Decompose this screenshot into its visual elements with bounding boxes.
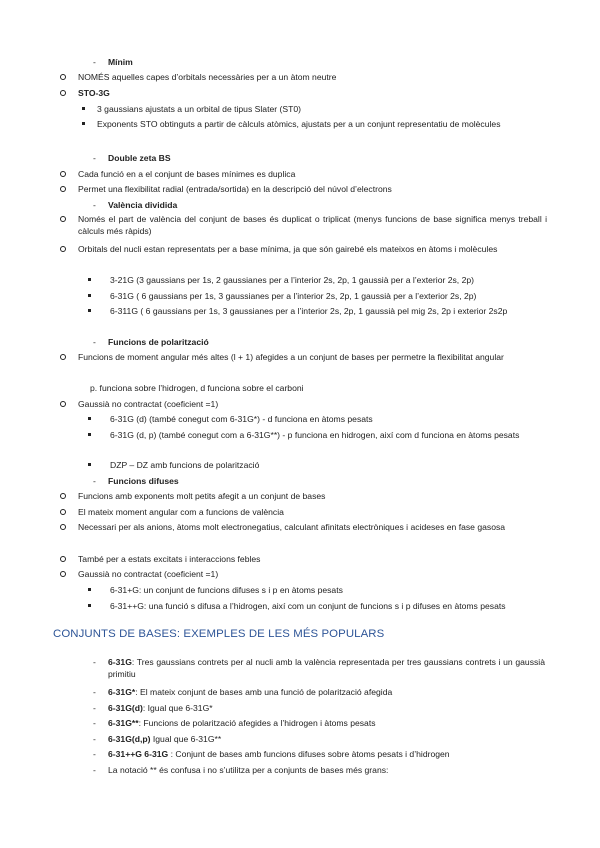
circle-bullet-icon bbox=[60, 401, 66, 407]
text-segment: La notació ** és confusa i no s’utilitza per a conjunts de bases més grans: bbox=[108, 765, 389, 775]
text-segment: 6-31G (d) (també conegut com 6-31G*) - d funciona en àtoms pesats bbox=[110, 414, 373, 424]
circle-bullet-icon bbox=[60, 571, 66, 577]
text-segment: Gaussià no contractat (coeficient =1) bbox=[78, 569, 219, 579]
text-segment: p. funciona sobre l’hidrogen, d funciona sobre el carboni bbox=[90, 383, 304, 393]
text-segment: Permet una flexibilitat radial (entrada/sortida) en la descripció del núvol d’electrons bbox=[78, 184, 392, 194]
text-segment: El mateix moment angular com a funcions de valència bbox=[78, 507, 284, 517]
bold-term: 6-31G bbox=[108, 657, 132, 667]
list-item-text bbox=[78, 351, 547, 363]
square-bullet-icon bbox=[88, 588, 91, 591]
text-segment: També per a estats excitats i interaccions febles bbox=[78, 554, 261, 564]
text-segment: Funcions amb exponents molt petits afegit a un conjunt de bases bbox=[78, 491, 326, 501]
dash-bullet-icon: - bbox=[93, 200, 96, 210]
square-bullet-icon bbox=[82, 122, 85, 125]
list-item-text bbox=[78, 553, 260, 565]
bold-term: Funcions difuses bbox=[108, 476, 179, 486]
circle-bullet-icon bbox=[60, 74, 66, 80]
text-segment: Necessari per als anions, àtoms molt electronegatius, calculant afinitats electròniques i acideses en fase gasosa bbox=[78, 522, 506, 532]
list-item-text bbox=[78, 521, 547, 533]
list-item-text bbox=[78, 506, 284, 518]
list-item-text bbox=[78, 398, 218, 410]
text-segment: 6-31G ( 6 gaussians per 1s, 3 gaussianes per a l’interior 2s, 2p, 1 gaussià per a l’exterior 2s, 2p) bbox=[110, 291, 477, 301]
list-item-text bbox=[110, 290, 476, 302]
square-bullet-icon bbox=[88, 433, 91, 436]
text-segment: : El mateix conjunt de bases amb una funció de polarització afegida bbox=[135, 687, 393, 697]
square-bullet-icon bbox=[88, 417, 91, 420]
list-item-text bbox=[110, 305, 547, 317]
list-item-text bbox=[110, 600, 547, 612]
square-bullet-icon bbox=[88, 294, 91, 297]
circle-bullet-icon bbox=[60, 246, 66, 252]
list-item-text bbox=[97, 103, 301, 115]
list-item-text bbox=[78, 568, 218, 580]
circle-bullet-icon bbox=[60, 556, 66, 562]
text-segment: : Igual que 6-31G* bbox=[142, 703, 213, 713]
text-segment: Cada funció en a el conjunt de bases mínimes es duplica bbox=[78, 169, 296, 179]
text-segment: : Tres gaussians contrets per al nucli amb la valència representada per tres gaussians contrets i un gaussià primitiu bbox=[108, 657, 545, 679]
circle-bullet-icon bbox=[60, 216, 66, 222]
list-item-text bbox=[78, 71, 336, 83]
list-item-text bbox=[110, 429, 547, 441]
list-item-text bbox=[108, 717, 376, 729]
text-segment: Exponents STO obtinguts a partir de càlculs atòmics, ajustats per a un conjunt representatiu de molècules bbox=[97, 119, 501, 129]
dash-bullet-icon: - bbox=[93, 337, 96, 347]
text-segment: 6-311G ( 6 gaussians per 1s, 3 gaussianes per a l’interior 2s, 2p, 1 gaussià pel mig 2s, 2p i exterior 2s2p bbox=[110, 306, 508, 316]
dash-bullet-icon: - bbox=[93, 734, 96, 744]
subheading bbox=[108, 56, 133, 68]
text-segment: : Conjunt de bases amb funcions difuses sobre àtoms pesats i d’hidrogen bbox=[168, 749, 450, 759]
circle-bullet-icon bbox=[60, 509, 66, 515]
square-bullet-icon bbox=[82, 107, 85, 110]
text-segment: Funcions de moment angular més altes (l + 1) afegides a un conjunt de bases per permetre la flexibilitat angular bbox=[78, 352, 504, 362]
text-segment: DZP – DZ amb funcions de polarització bbox=[110, 460, 260, 470]
list-item-text bbox=[78, 183, 392, 195]
text-segment: : Funcions de polarització afegides a l’hidrogen i àtoms pesats bbox=[138, 718, 376, 728]
list-item-text bbox=[108, 764, 388, 776]
dash-bullet-icon: - bbox=[93, 57, 96, 67]
text-segment: 6-31G (d, p) (també conegut com a 6-31G**) - p funciona en hidrogen, així com d funciona en àtoms pesats bbox=[110, 430, 520, 440]
list-item-text bbox=[110, 584, 343, 596]
text-segment: 6-31+G: un conjunt de funcions difuses s i p en àtoms pesats bbox=[110, 585, 343, 595]
text-segment: Només el part de valència del conjunt de bases és duplicat o triplicat (menys funcions de base significa menys treball i càlculs més ràpids) bbox=[78, 214, 547, 236]
bold-term: Funcions de polarització bbox=[108, 337, 209, 347]
text-segment: 6-31++G: una funció s difusa a l’hidrogen, així com un conjunt de funcions s i p difuses en àtoms pesats bbox=[110, 601, 506, 611]
text-segment: 3 gaussians ajustats a un orbital de tipus Slater (ST0) bbox=[97, 104, 301, 114]
bold-term: 6-31G** bbox=[108, 718, 139, 728]
text-segment: Orbitals del nucli estan representats per a base mínima, ja que són gairebé els mateixos en àtoms i molècules bbox=[78, 244, 498, 254]
dash-bullet-icon: - bbox=[93, 765, 96, 775]
text-segment: NOMÉS aquelles capes d’orbitals necessàries per a un àtom neutre bbox=[78, 72, 337, 82]
square-bullet-icon bbox=[88, 604, 91, 607]
section-heading: CONJUNTS DE BASES: EXEMPLES DE LES MÉS POPULARS bbox=[53, 628, 385, 640]
bold-term: Mínim bbox=[108, 57, 133, 67]
subheading bbox=[108, 152, 171, 164]
dash-bullet-icon: - bbox=[93, 476, 96, 486]
list-item-text bbox=[78, 168, 295, 180]
bold-term: 6-31G(d,p) bbox=[108, 734, 151, 744]
bold-term: 6-31G(d) bbox=[108, 703, 143, 713]
list-item-text bbox=[78, 213, 547, 237]
bold-term: Double zeta BS bbox=[108, 153, 171, 163]
text-segment: Igual que 6-31G** bbox=[150, 734, 222, 744]
text-segment: Gaussià no contractat (coeficient =1) bbox=[78, 399, 219, 409]
square-bullet-icon bbox=[88, 278, 91, 281]
circle-bullet-icon bbox=[60, 171, 66, 177]
square-bullet-icon bbox=[88, 463, 91, 466]
subheading bbox=[108, 336, 209, 348]
bold-term: 6-31++G 6-31G bbox=[108, 749, 169, 759]
dash-bullet-icon: - bbox=[93, 687, 96, 697]
list-item-text bbox=[110, 413, 373, 425]
bold-term: STO-3G bbox=[78, 88, 110, 98]
subheading bbox=[108, 199, 177, 211]
list-item-text bbox=[78, 490, 325, 502]
list-item-text bbox=[78, 243, 547, 255]
circle-bullet-icon bbox=[60, 186, 66, 192]
dash-bullet-icon: - bbox=[93, 749, 96, 759]
list-item-text bbox=[108, 748, 450, 760]
bold-term: València dividida bbox=[108, 200, 178, 210]
list-item-text bbox=[90, 382, 304, 394]
dash-bullet-icon: - bbox=[93, 153, 96, 163]
list-item-text bbox=[110, 274, 474, 286]
list-item-text bbox=[78, 87, 110, 99]
dash-bullet-icon: - bbox=[93, 703, 96, 713]
list-item-text bbox=[108, 702, 213, 714]
circle-bullet-icon bbox=[60, 524, 66, 530]
circle-bullet-icon bbox=[60, 354, 66, 360]
text-segment: 3-21G (3 gaussians per 1s, 2 gaussianes per a l’interior 2s, 2p, 1 gaussià per a l’exterior 2s, 2p) bbox=[110, 275, 474, 285]
list-item-text bbox=[110, 459, 259, 471]
list-item-text bbox=[108, 656, 545, 680]
list-item-text bbox=[108, 686, 392, 698]
list-item-text bbox=[97, 118, 547, 130]
square-bullet-icon bbox=[88, 309, 91, 312]
subheading bbox=[108, 475, 179, 487]
dash-bullet-icon: - bbox=[93, 718, 96, 728]
bold-term: 6-31G* bbox=[108, 687, 136, 697]
dash-bullet-icon: - bbox=[93, 657, 96, 667]
list-item-text bbox=[108, 733, 221, 745]
circle-bullet-icon bbox=[60, 90, 66, 96]
circle-bullet-icon bbox=[60, 493, 66, 499]
